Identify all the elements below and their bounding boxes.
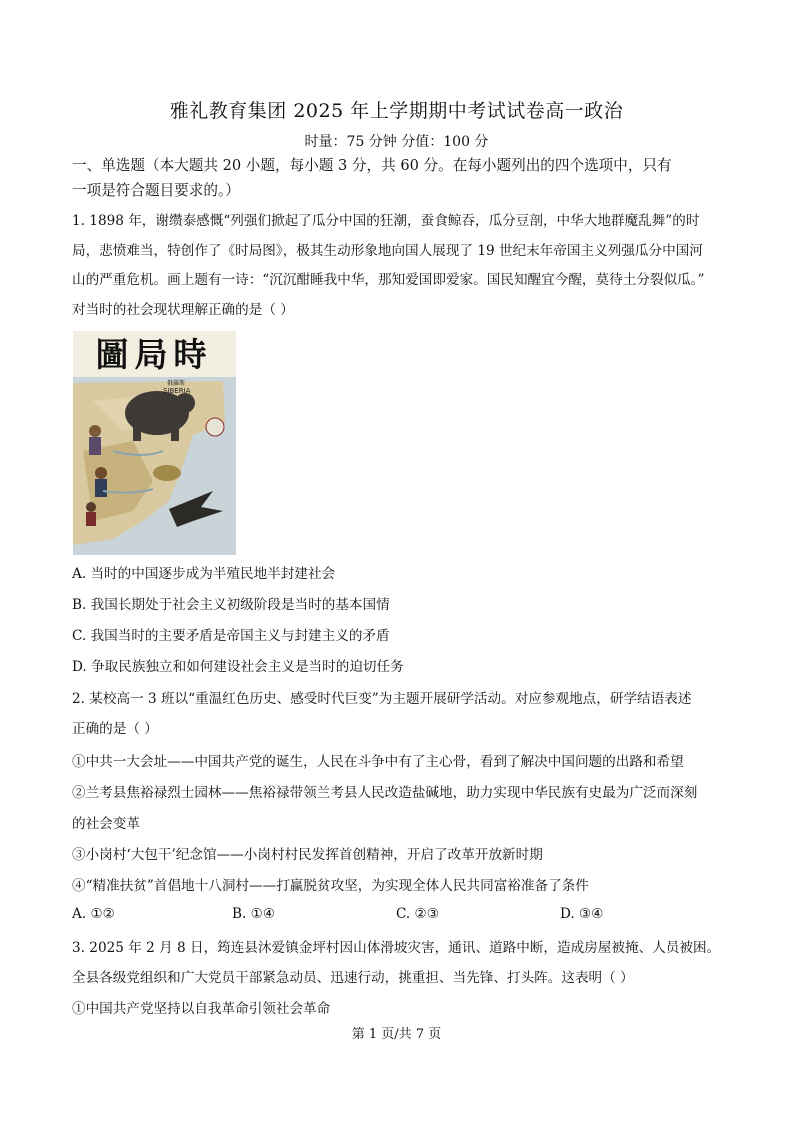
q2-options	[72, 906, 732, 926]
q2-statement-2-cont: 的社会变革	[72, 816, 140, 832]
q2-statement-3: ③小岗村‘大包干’纪念馆——小岗村村民发挥首创精神，开启了改革开放新时期	[72, 847, 543, 863]
cartoon-heading: 圖局時	[95, 335, 213, 374]
shijutu-cartoon-image	[73, 331, 236, 555]
q2-stem-line-1: 2. 某校高一 3 班以“重温红色历史、感受时代巨变”为主题开展研学活动。对应参观地点，研学结语表述	[72, 691, 692, 707]
section-heading-line-2: 一项是符合题目要求的。）	[72, 182, 240, 199]
page-number-footer: 第 1 页/共 7 页	[351, 1027, 442, 1042]
q2-statement-2: ②兰考县焦裕禄烈士园林——焦裕禄带领兰考县人民改造盐碱地，助力实现中华民族有史最为广泛而深刻	[72, 785, 698, 801]
q2-option-c: C. ②③	[396, 906, 439, 922]
map-label-siberia: SIBERIA	[163, 387, 191, 395]
q1-stem-line-2: 局，悲愤难当，特创作了《时局图》，极其生动形象地向国人展现了 19 世纪末年帝国主义列强瓜分中国河	[72, 243, 703, 259]
q1-option-d: D. 争取民族独立和如何建设社会主义是当时的迫切任务	[72, 659, 404, 675]
q3-stem-line-2: 全县各级党组织和广大党员干部紧急动员、迅速行动，挑重担、当先锋、打头阵。这表明（ ）	[72, 970, 634, 986]
q1-stem-line-1: 1. 1898 年，谢缵泰感慨“列强们掀起了瓜分中国的狂潮，蚕食鲸吞，瓜分豆剖，中华大地群魔乱舞”的时	[72, 213, 700, 229]
page-title: 雅礼教育集团 2025 年上学期期中考试试卷高一政治	[169, 100, 624, 122]
exam-time-score: 时量：75 分钟 分值：100 分	[304, 134, 489, 150]
q1-stem-line-4: 对当时的社会现状理解正确的是（ ）	[72, 302, 294, 318]
shijutu-cartoon-drawing	[73, 331, 236, 555]
q2-statement-4: ④“精准扶贫”首倡地十八洞村——打赢脱贫攻坚，为实现全体人民共同富裕准备了条件	[72, 878, 589, 894]
q2-statement-1: ①中共一大会址——中国共产党的诞生，人民在斗争中有了主心骨，看到了解决中国问题的出路和希望	[72, 754, 684, 770]
q2-stem-line-2: 正确的是（ ）	[72, 721, 158, 737]
q1-option-b: B. 我国长期处于社会主义初级阶段是当时的基本国情	[72, 597, 390, 613]
q1-option-c: C. 我国当时的主要矛盾是帝国主义与封建主义的矛盾	[72, 628, 390, 644]
q2-option-d: D. ③④	[560, 906, 604, 922]
q1-stem-line-3: 山的严重危机。画上题有一诗：“沉沉酣睡我中华，那知爱国即爱家。国民知醒宜今醒，莫待土分裂似瓜。”	[72, 272, 705, 288]
map-label-russia: 俄羅斯	[167, 380, 186, 387]
section-heading-line-1: 一、单选题（本大题共 20 小题，每小题 3 分，共 60 分。在每小题列出的四个选项中，只有	[72, 157, 672, 174]
q2-option-a: A. ①②	[72, 906, 115, 922]
q2-option-b: B. ①④	[232, 906, 276, 922]
q1-option-a: A. 当时的中国逐步成为半殖民地半封建社会	[72, 566, 336, 582]
q3-stem-line-1: 3. 2025 年 2 月 8 日，筠连县沐爱镇金坪村因山体滑坡灾害，通讯、道路中断，造成房屋被掩、人员被困。	[72, 940, 721, 956]
q3-statement-1: ①中国共产党坚持以自我革命引领社会革命	[72, 1001, 331, 1017]
